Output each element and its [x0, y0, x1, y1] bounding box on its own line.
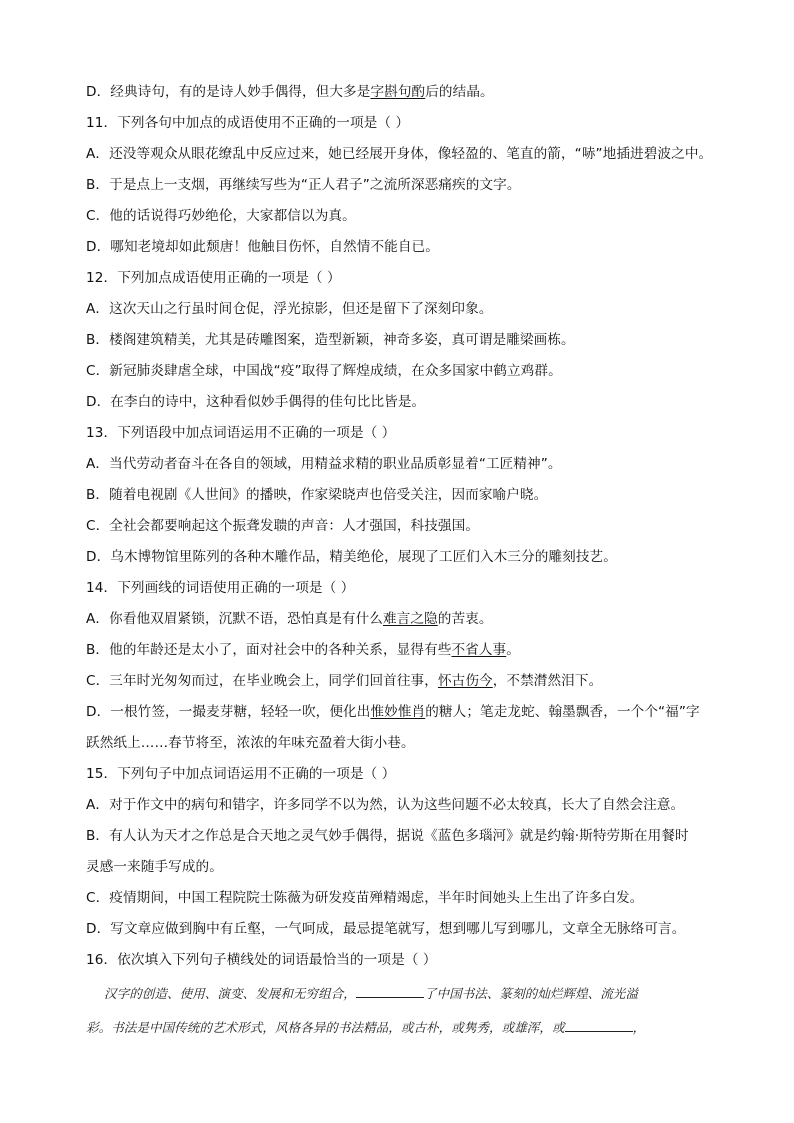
- passage-line: 彩。书法是中国传统的艺术形式，风格各异的书法精品，或古朴，或隽秀，或雄浑，或 ，: [86, 1020, 646, 1035]
- option-12-a: A．这次天山之行虽时间仓促，浮光掠影，但还是留下了深刻印象。: [86, 301, 493, 317]
- question-12: 12．下列加点成语使用正确的一项是（ ）: [86, 270, 341, 286]
- option-15-a: A．对于作文中的病句和错字，许多同学不以为然，认为这些问题不必太较真，长大了自然会注意。: [86, 797, 685, 813]
- option-14-b: B．他的年龄还是太小了，面对社会中的各种关系，显得有些不省人事。: [86, 642, 520, 658]
- option-14-d: D．一根竹签，一撮麦芽糖，轻轻一吹，便化出惟妙惟肖的糖人；笔走龙蛇、翰墨飘香，一个个“福”字: [86, 704, 700, 720]
- question-11: 11．下列各句中加点的成语使用不正确的一项是（ ）: [86, 115, 410, 131]
- option-14-c: C．三年时光匆匆而过，在毕业晚会上，同学们回首往事，怀古伤今，不禁潸然泪下。: [86, 673, 603, 689]
- underlined-word: 字斟句酌: [370, 84, 426, 100]
- option-14-a: A．你看他双眉紧锁，沉默不语，恐怕真是有什么难言之隐的苦衷。: [86, 611, 493, 627]
- option-13-a: A．当代劳动者奋斗在各自的领域，用精益求精的职业品质彰显着“工匠精神”。: [86, 456, 562, 472]
- fill-blank: [565, 1018, 633, 1032]
- option-15-c: C．疫情期间，中国工程院院士陈薇为研发疫苗殚精竭虑，半年时间她头上生出了许多白发。: [86, 890, 644, 906]
- option-11-a: A．还没等观众从眼花缭乱中反应过来，她已经展开身体，像轻盈的、笔直的箭，“哧”地插进碧波之中。: [86, 146, 713, 162]
- question-15: 15．下列句子中加点词语运用不正确的一项是（ ）: [86, 766, 396, 782]
- option-13-b: B．随着电视剧《人世间》的播映，作家梁晓声也倍受关注，因而家喻户晓。: [86, 487, 548, 503]
- option-14-d-continued: 跃然纸上……春节将至，浓浓的年味充盈着大街小巷。: [86, 735, 415, 751]
- question-16: 16．依次填入下列句子横线处的词语最恰当的一项是（ ）: [86, 952, 437, 968]
- option-15-b: B．有人认为天才之作总是合天地之灵气妙手偶得，据说《蓝色多瑙河》就是约翰·斯特劳斯在用餐时: [86, 828, 689, 844]
- option-15-b-continued: 灵感一来随手写成的。: [86, 859, 223, 875]
- fill-blank: [356, 984, 424, 998]
- option-12-d: D．在李白的诗中，这种看似妙手偶得的佳句比比皆是。: [86, 394, 426, 410]
- option-11-d: D．哪知老境却如此颓唐！他触目伤怀，自然情不能自已。: [86, 239, 439, 255]
- option-12-c: C．新冠肺炎肆虐全球，中国战“疫”取得了辉煌成绩，在众多国家中鹤立鸡群。: [86, 363, 562, 379]
- underlined-word: 不省人事: [451, 642, 507, 658]
- underlined-word: 难言之隐: [382, 611, 438, 627]
- option-13-c: C．全社会都要响起这个振聋发聩的声音：人才强国，科技强国。: [86, 518, 480, 534]
- question-13: 13．下列语段中加点词语运用不正确的一项是（ ）: [86, 425, 396, 441]
- option-15-d: D．写文章应做到胸中有丘壑，一气呵成，最忌提笔就写，想到哪儿写到哪儿，文章全无脉络可言。: [86, 921, 686, 937]
- underlined-word: 惟妙惟肖: [370, 704, 426, 720]
- option-line: D．经典诗句，有的是诗人妙手偶得，但大多是字斟句酌后的结晶。: [86, 84, 494, 100]
- option-12-b: B．楼阁建筑精美，尤其是砖雕图案，造型新颖，神奇多姿，真可谓是雕梁画栋。: [86, 332, 575, 348]
- option-13-d: D．乌木博物馆里陈列的各种木雕作品，精美绝伦，展现了工匠们入木三分的雕刻技艺。: [86, 549, 617, 565]
- option-11-c: C．他的话说得巧妙绝伦，大家都信以为真。: [86, 208, 356, 224]
- question-14: 14．下列画线的词语使用正确的一项是（ ）: [86, 580, 355, 596]
- option-11-b: B．于是点上一支烟，再继续写些为“正人君子”之流所深恶痛疾的文字。: [86, 177, 521, 193]
- passage-line: 汉字的创造、使用、演变、发展和无穷组合， 了中国书法、篆刻的灿烂辉煌、流光溢: [104, 986, 638, 1001]
- underlined-word: 怀古伤今: [437, 673, 493, 689]
